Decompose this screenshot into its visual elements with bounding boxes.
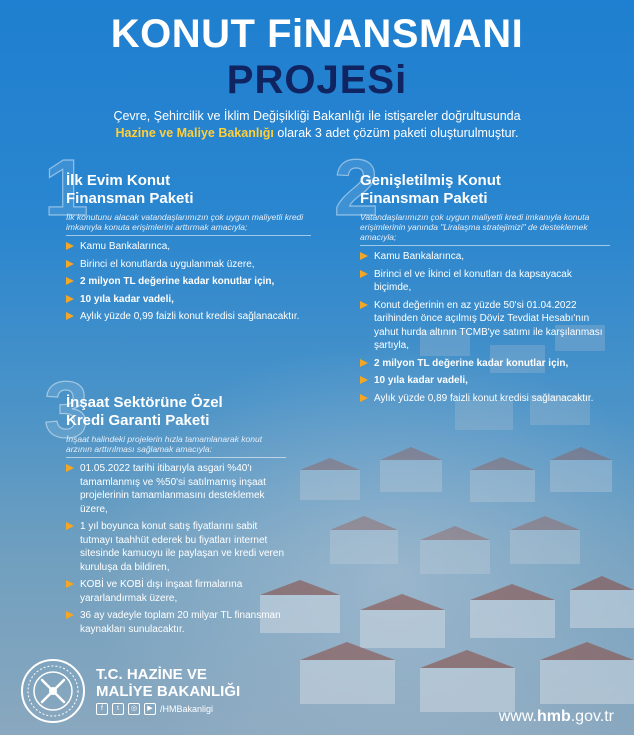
ministry-name-line1: T.C. HAZİNE VE xyxy=(96,666,207,683)
arrow-bullet-icon xyxy=(360,252,368,260)
package-2-divider xyxy=(360,245,610,246)
package-2-item: 10 yıla kadar vadeli, xyxy=(360,374,610,388)
package-2 xyxy=(360,172,610,405)
package-3-title-line2: Kredi Garanti Paketi xyxy=(66,412,210,429)
ministry-seal-icon xyxy=(20,658,86,724)
package-1-number: 1 xyxy=(44,143,89,232)
facebook-icon[interactable]: f xyxy=(96,703,108,715)
website-suffix: .gov.tr xyxy=(570,708,614,725)
package-2-item: 2 milyon TL değerine kadar konutlar için, xyxy=(360,357,610,371)
website-prefix: www. xyxy=(498,708,537,725)
package-1-divider xyxy=(66,235,311,236)
arrow-bullet-icon xyxy=(66,295,74,303)
social-links xyxy=(96,703,213,715)
package-3-number: 3 xyxy=(44,365,89,454)
youtube-icon[interactable]: ▶ xyxy=(144,703,156,715)
package-2-title-line1: Genişletilmiş Konut xyxy=(360,172,501,189)
package-2-subtitle: Vatandaşlarımızın çok uygun maliyetli kredi imkanıyla konuta erişimlerinin yanında "Liralaşma stratejimizi" de desteklemek amacıyla; xyxy=(360,212,590,242)
package-1-title xyxy=(66,172,311,208)
package-3-item: 01.05.2022 tarihi itibarıyla asgari %40'ı tamamlanmış ve %50'si satılmamış inşaat projelerinin tamamlanmasını desteklemek üzere, xyxy=(66,462,286,516)
package-2-item: Birinci el ve İkinci el konutları da kapsayacak biçimde, xyxy=(360,268,610,295)
arrow-bullet-icon xyxy=(66,277,74,285)
intro-line2 xyxy=(50,125,584,142)
arrow-bullet-icon xyxy=(360,376,368,384)
arrow-bullet-icon xyxy=(66,580,74,588)
package-1-item: 2 milyon TL değerine kadar konutlar için, xyxy=(66,275,311,289)
ministry-name-line2: MALİYE BAKANLIĞI xyxy=(96,683,241,700)
package-1-items xyxy=(66,240,311,324)
package-3-subtitle: İnşaat halindeki projelerin hızla tamamlanarak konut arzının arttırılması sağlamak amacıyla: xyxy=(66,434,263,454)
arrow-bullet-icon xyxy=(66,522,74,530)
package-3 xyxy=(66,394,286,636)
package-3-item: KOBİ ve KOBİ dışı inşaat firmalarına yararlandırmak üzere, xyxy=(66,578,286,605)
instagram-icon[interactable]: ◎ xyxy=(128,703,140,715)
intro-line2-rest: olarak 3 adet çözüm paketi oluşturulmuştur. xyxy=(273,126,519,140)
twitter-icon[interactable]: t xyxy=(112,703,124,715)
arrow-bullet-icon xyxy=(360,270,368,278)
package-1-item: Kamu Bankalarınca, xyxy=(66,240,311,254)
package-3-title-line1: İnşaat Sektörüne Özel xyxy=(66,394,223,411)
arrow-bullet-icon xyxy=(66,464,74,472)
arrow-bullet-icon xyxy=(360,359,368,367)
package-1-item: Birinci el konutlarda uygulanmak üzere, xyxy=(66,258,311,272)
website-domain: hmb xyxy=(536,708,571,725)
arrow-bullet-icon xyxy=(66,260,74,268)
website-link[interactable] xyxy=(499,708,614,726)
package-1-item: Aylık yüzde 0,99 faizli konut kredisi sağlanacaktır. xyxy=(66,310,311,324)
package-3-items xyxy=(66,462,286,636)
package-2-title xyxy=(360,172,610,208)
package-2-title-line2: Finansman Paketi xyxy=(360,190,488,207)
intro-text xyxy=(50,108,584,142)
intro-line1: Çevre, Şehircilik ve İklim Değişikliği Bakanlığı ile istişareler doğrultusunda xyxy=(113,109,521,123)
package-3-item: 36 ay vadeyle toplam 20 milyar TL finansman kaynakları sunulacaktır. xyxy=(66,609,286,636)
package-2-item: Konut değerinin en az yüzde 50'si 01.04.2022 tarihinden önce açılmış Döviz Tevdiat Hesabı'nın yahut hurda altının TCMB'ye satımı ile karşılanması şartıyla, xyxy=(360,299,610,353)
package-2-item: Kamu Bankalarınca, xyxy=(360,250,610,264)
arrow-bullet-icon xyxy=(66,611,74,619)
package-3-title xyxy=(66,394,286,430)
social-handle[interactable]: /HMBakanligi xyxy=(160,704,214,714)
intro-ministry-name: Hazine ve Maliye Bakanlığı xyxy=(115,126,274,140)
page-title-line2: PROJESi xyxy=(226,58,408,102)
arrow-bullet-icon xyxy=(360,394,368,402)
package-1-subtitle: İlk konutunu alacak vatandaşlarımızın çok uygun maliyetli kredi imkanıyla konuta erişimlerini arttırmak amacıyla; xyxy=(66,212,304,232)
package-3-divider xyxy=(66,457,286,458)
package-1-title-line2: Finansman Paketi xyxy=(66,190,194,207)
arrow-bullet-icon xyxy=(66,312,74,320)
page-title-line1: KONUT FiNANSMANI xyxy=(110,12,524,56)
package-1-title-line1: İlk Evim Konut xyxy=(66,172,171,189)
package-1 xyxy=(66,172,311,324)
package-2-number: 2 xyxy=(334,143,379,232)
ministry-name xyxy=(96,666,240,700)
arrow-bullet-icon xyxy=(66,242,74,250)
package-2-item: Aylık yüzde 0,89 faizli konut kredisi sağlanacaktır. xyxy=(360,392,610,406)
arrow-bullet-icon xyxy=(360,301,368,309)
package-1-item: 10 yıla kadar vadeli, xyxy=(66,293,311,307)
package-3-item: 1 yıl boyunca konut satış fiyatlarını sabit tutmayı taahhüt ederek bu fiyatları internet sitesinde kamuoyu ile paylaşan ve kredi veren kuruluşa da bildiren, xyxy=(66,520,286,574)
package-2-items xyxy=(360,250,610,405)
